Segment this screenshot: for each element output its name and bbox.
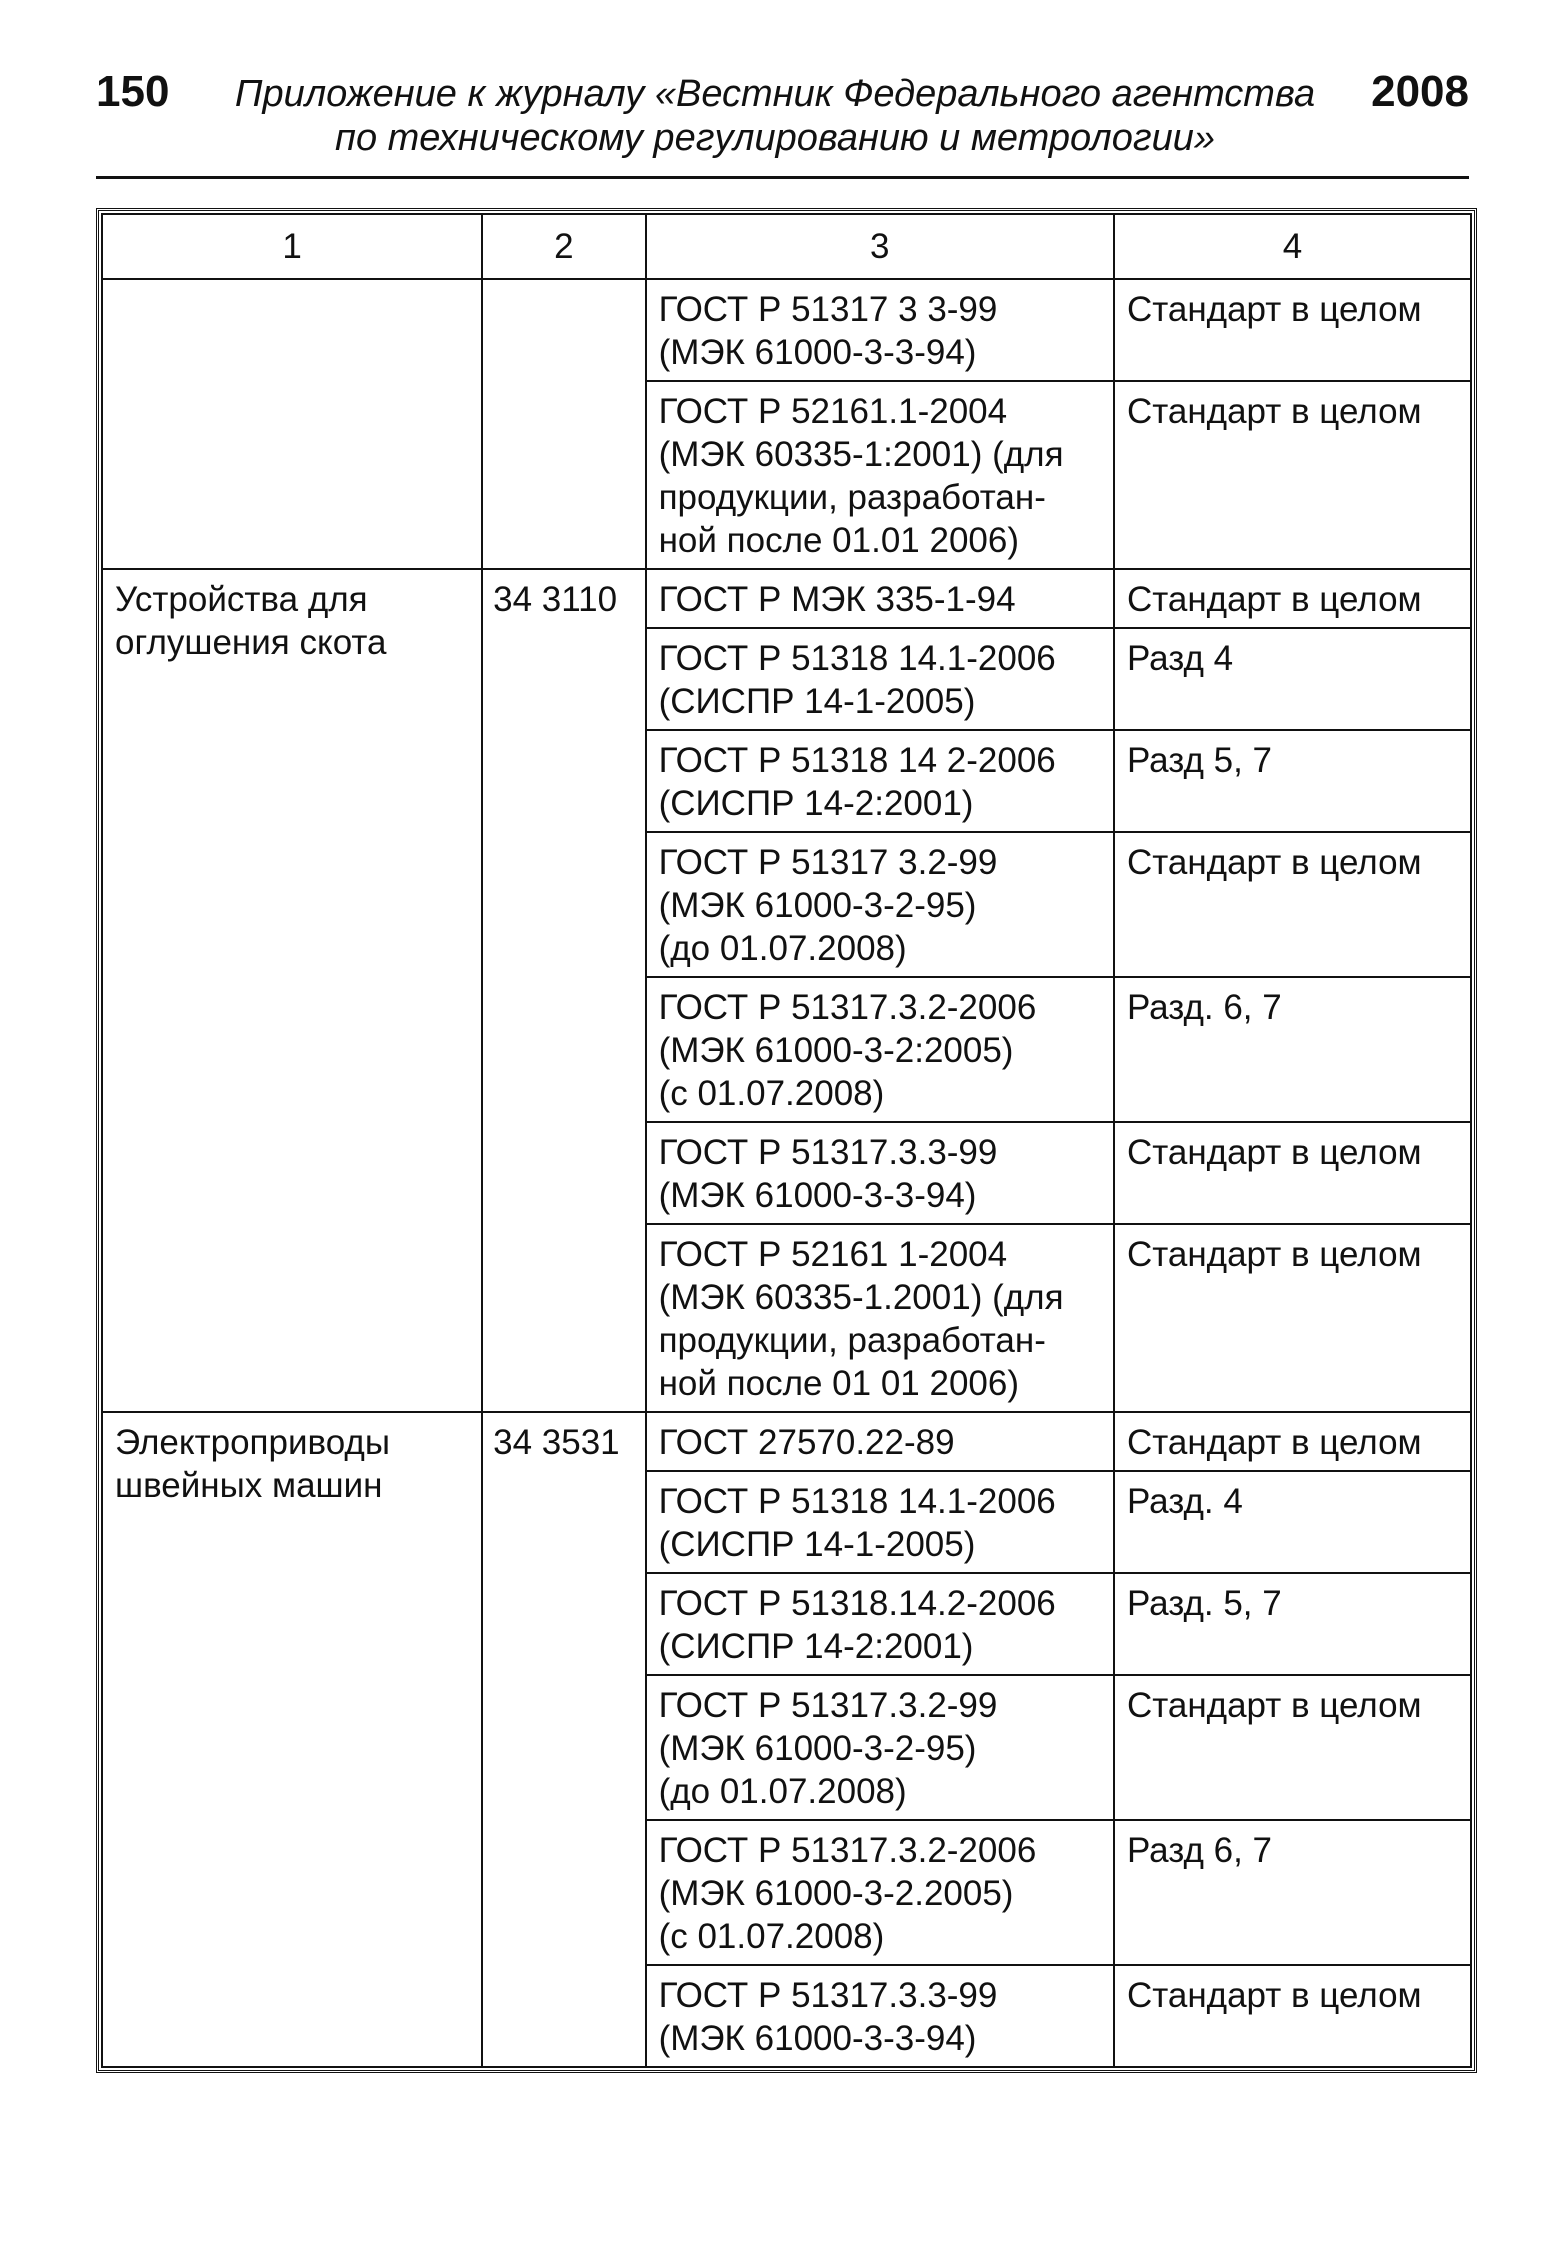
scope-cell: Разд 5, 7: [1114, 730, 1471, 832]
standards-table-body: [102, 279, 1471, 2067]
standard-cell: ГОСТ Р 51317.3.2-2006 (МЭК 61000-3-2.2005) (с 01.07.2008): [646, 1820, 1114, 1965]
journal-title-line-2: по техническому регулированию и метрологии»: [335, 117, 1215, 159]
column-header-3: 3: [646, 214, 1114, 279]
product-code-cell: 34 3531: [482, 1412, 645, 2067]
standard-cell: ГОСТ Р 51317 3 3-99 (МЭК 61000-3-3-94): [646, 279, 1114, 381]
standards-table: [101, 213, 1472, 2068]
standard-cell: ГОСТ Р 51318 14 2-2006 (СИСПР 14-2:2001): [646, 730, 1114, 832]
standard-cell: ГОСТ Р МЭК 335-1-94: [646, 569, 1114, 628]
table-row: [102, 569, 1471, 628]
scope-cell: Стандарт в целом: [1114, 832, 1471, 977]
standard-cell: ГОСТ Р 51318 14.1-2006 (СИСПР 14-1-2005): [646, 1471, 1114, 1573]
table-row: [102, 1412, 1471, 1471]
product-code-cell: 34 3110: [482, 569, 645, 1412]
standard-cell: ГОСТ Р 52161.1-2004 (МЭК 60335-1:2001) (для продукции, разработан- ной после 01.01 2006): [646, 381, 1114, 569]
scope-cell: Стандарт в целом: [1114, 279, 1471, 381]
scope-cell: Разд 6, 7: [1114, 1820, 1471, 1965]
header-rule: [96, 176, 1469, 179]
column-header-1: 1: [102, 214, 482, 279]
standard-cell: ГОСТ Р 51318 14.1-2006 (СИСПР 14-1-2005): [646, 628, 1114, 730]
scope-cell: Разд. 5, 7: [1114, 1573, 1471, 1675]
standard-cell: ГОСТ Р 51317.3.3-99 (МЭК 61000-3-3-94): [646, 1965, 1114, 2067]
standard-cell: ГОСТ Р 51317.3.2-99 (МЭК 61000-3-2-95) (до 01.07.2008): [646, 1675, 1114, 1820]
table-row: [102, 279, 1471, 381]
scope-cell: Стандарт в целом: [1114, 1412, 1471, 1471]
scope-cell: Стандарт в целом: [1114, 1122, 1471, 1224]
page-number: 150: [96, 67, 170, 116]
standard-cell: ГОСТ Р 51317 3.2-99 (МЭК 61000-3-2-95) (до 01.07.2008): [646, 832, 1114, 977]
standard-cell: ГОСТ Р 52161 1-2004 (МЭК 60335-1.2001) (для продукции, разработан- ной после 01 01 2006): [646, 1224, 1114, 1412]
column-number-row: [102, 214, 1471, 279]
product-name-cell: [102, 279, 482, 569]
column-header-4: 4: [1114, 214, 1471, 279]
standards-table-frame: [96, 208, 1477, 2073]
standard-cell: ГОСТ Р 51317.3.2-2006 (МЭК 61000-3-2:2005) (с 01.07.2008): [646, 977, 1114, 1122]
standard-cell: ГОСТ 27570.22-89: [646, 1412, 1114, 1471]
scope-cell: Стандарт в целом: [1114, 569, 1471, 628]
product-code-cell: [482, 279, 645, 569]
journal-title-line-1: Приложение к журналу «Вестник Федерального агентства: [234, 73, 1316, 115]
journal-title: [190, 72, 1360, 160]
scope-cell: Разд. 6, 7: [1114, 977, 1471, 1122]
product-name-cell: Электроприводы швейных машин: [102, 1412, 482, 2067]
column-header-2: 2: [482, 214, 645, 279]
scope-cell: Разд. 4: [1114, 1471, 1471, 1573]
scope-cell: Разд 4: [1114, 628, 1471, 730]
scope-cell: Стандарт в целом: [1114, 381, 1471, 569]
scope-cell: Стандарт в целом: [1114, 1675, 1471, 1820]
product-name-cell: Устройства для оглушения скота: [102, 569, 482, 1412]
standard-cell: ГОСТ Р 51318.14.2-2006 (СИСПР 14-2:2001): [646, 1573, 1114, 1675]
standard-cell: ГОСТ Р 51317.3.3-99 (МЭК 61000-3-3-94): [646, 1122, 1114, 1224]
page-year: 2008: [1371, 67, 1469, 116]
scope-cell: Стандарт в целом: [1114, 1224, 1471, 1412]
scope-cell: Стандарт в целом: [1114, 1965, 1471, 2067]
